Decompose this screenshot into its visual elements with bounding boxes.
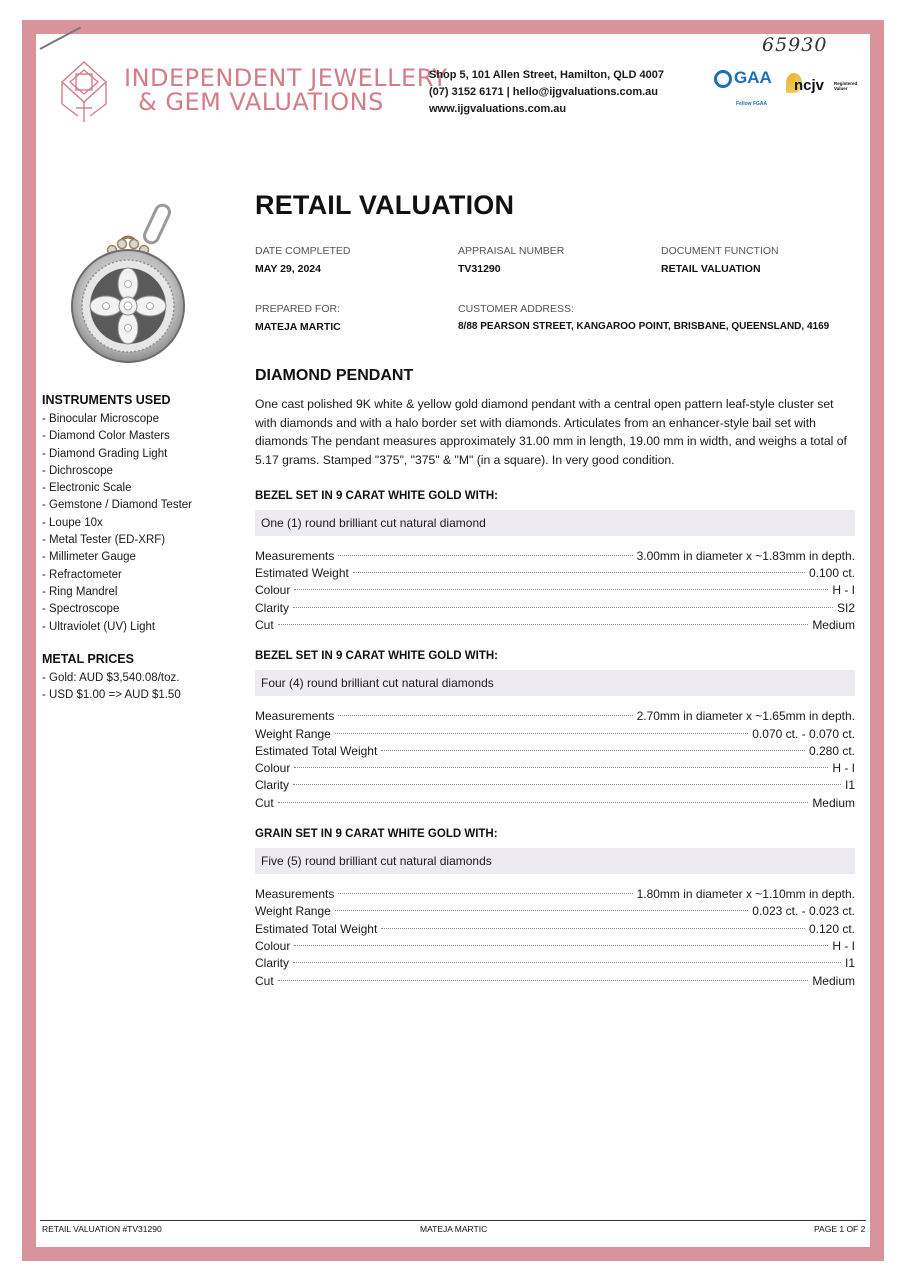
leader-dots: [335, 733, 748, 734]
instruments-heading: INSTRUMENTS USED: [42, 393, 171, 407]
stone-summary: One (1) round brilliant cut natural diamond: [255, 510, 855, 536]
spec-value: Medium: [812, 795, 855, 810]
leader-dots: [278, 624, 809, 625]
spec-value: Medium: [812, 973, 855, 988]
ncjv-logo: [786, 73, 856, 103]
spec-row: [255, 617, 855, 634]
date-label: DATE COMPLETED: [255, 245, 351, 257]
spec-row: [255, 726, 855, 743]
spec-table: [255, 548, 855, 634]
list-item: - Diamond Grading Light: [42, 447, 168, 460]
metal-prices-list: [42, 670, 242, 705]
spec-key: Measurements: [255, 548, 335, 563]
document-title: RETAIL VALUATION: [255, 190, 515, 220]
spec-key: Weight Range: [255, 904, 331, 919]
spec-value: I1: [844, 956, 855, 971]
spec-value: H - I: [832, 761, 855, 776]
spec-row: [255, 565, 855, 582]
list-item: - Refractometer: [42, 568, 122, 581]
spec-row: [255, 955, 855, 972]
list-item: - Gold: AUD $3,540.08/toz.: [42, 671, 180, 684]
spec-value: 3.00mm in diameter x ~1.83mm in depth.: [636, 548, 855, 563]
leader-dots: [338, 893, 632, 894]
leader-dots: [338, 715, 632, 716]
spec-table: [255, 886, 855, 990]
list-item: - Ultraviolet (UV) Light: [42, 620, 156, 633]
gaa-logo: [714, 68, 780, 110]
spec-value: H - I: [832, 938, 855, 953]
ncjv-registered: Registered Valuer: [834, 81, 858, 91]
leader-dots: [293, 607, 833, 608]
footer-divider: [40, 1220, 866, 1221]
address-label: CUSTOMER ADDRESS:: [458, 303, 574, 315]
footer-left: RETAIL VALUATION #TV31290: [42, 1224, 162, 1234]
leader-dots: [294, 767, 828, 768]
spec-value: I1: [844, 778, 855, 793]
footer-page-number: PAGE 1 OF 2: [814, 1224, 866, 1234]
document-meta: [255, 245, 855, 361]
leader-dots: [335, 910, 748, 911]
appraisal-value: TV31290: [458, 263, 501, 275]
leader-dots: [294, 945, 828, 946]
spec-key: Clarity: [255, 778, 290, 793]
left-column: [42, 393, 242, 704]
instruments-list: [42, 411, 242, 636]
spec-value: 0.023 ct. - 0.023 ct.: [752, 904, 855, 919]
spec-row: [255, 743, 855, 760]
section-heading: GRAIN SET IN 9 CARAT WHITE GOLD WITH:: [255, 828, 498, 841]
function-value: RETAIL VALUATION: [661, 263, 761, 275]
leader-dots: [353, 572, 805, 573]
spec-key: Cut: [255, 795, 274, 810]
spec-value: H - I: [832, 583, 855, 598]
handwritten-number: 65930: [762, 34, 828, 56]
leader-dots: [278, 802, 809, 803]
spec-key: Clarity: [255, 600, 290, 615]
spec-value: 1.80mm in diameter x ~1.10mm in depth.: [636, 887, 855, 902]
spec-value: 2.70mm in diameter x ~1.65mm in depth.: [636, 709, 855, 724]
gaa-logo-text: GAA: [734, 68, 772, 87]
spec-key: Cut: [255, 618, 274, 632]
date-completed: [255, 245, 350, 275]
spec-key: Estimated Total Weight: [255, 921, 378, 936]
list-item: - Spectroscope: [42, 603, 120, 616]
brand-name: [124, 66, 448, 114]
appraisal-label: APPRAISAL NUMBER: [458, 245, 565, 257]
list-item: - Millimeter Gauge: [42, 551, 136, 564]
shop-address: Shop 5, 101 Allen Street, Hamilton, QLD 4007: [429, 69, 664, 81]
footer-center: MATEJA MARTIC: [420, 1224, 488, 1234]
spec-key: Measurements: [255, 709, 335, 724]
spec-row: [255, 938, 855, 955]
spec-value: 0.120 ct.: [808, 921, 855, 936]
document-function: [661, 245, 779, 275]
list-item: - USD $1.00 => AUD $1.50: [42, 689, 181, 702]
prepared-label: PREPARED FOR:: [255, 303, 340, 315]
customer-address: [458, 303, 858, 332]
date-value: MAY 29, 2024: [255, 263, 321, 275]
spec-row: [255, 582, 855, 599]
section-heading: BEZEL SET IN 9 CARAT WHITE GOLD WITH:: [255, 650, 498, 663]
list-item: - Dichroscope: [42, 464, 113, 477]
stone-summary: Four (4) round brilliant cut natural diamonds: [255, 670, 855, 696]
spec-value: 0.100 ct.: [808, 566, 855, 581]
spec-row: [255, 777, 855, 794]
spec-key: Weight Range: [255, 726, 331, 741]
pendant-photo: [64, 200, 192, 368]
spec-value: 0.280 ct.: [808, 743, 855, 758]
item-description: One cast polished 9K white & yellow gold diamond pendant with a central open pattern leaf-style cluster set with diamonds and with a halo border set with diamonds. Articulates from an enhancer-style bail set with diamonds The pendant measures approximately 31.00 mm in length, 19.00 mm in width, and weighs a total of 5.17 grams. Stamped "375", "375" & "M" (in a square). In very good condition.: [255, 397, 847, 468]
spec-row: [255, 708, 855, 725]
spec-row: [255, 760, 855, 777]
spec-key: Colour: [255, 583, 291, 598]
spec-value: 0.070 ct. - 0.070 ct.: [752, 726, 855, 741]
metal-prices-heading: METAL PRICES: [42, 651, 134, 666]
brand-line-1: INDEPENDENT JEWELLERY: [124, 64, 448, 92]
spec-key: Colour: [255, 938, 291, 953]
prepared-value: MATEJA MARTIC: [255, 321, 341, 333]
website: www.ijgvaluations.com.au: [429, 103, 567, 115]
prepared-for: [255, 303, 341, 333]
spec-row: [255, 903, 855, 920]
spec-value: SI2: [836, 600, 855, 615]
spec-key: Colour: [255, 761, 291, 776]
spec-row: [255, 795, 855, 812]
ncjv-logo-text: ncjv: [794, 77, 825, 94]
leader-dots: [338, 555, 632, 556]
leader-dots: [294, 589, 828, 590]
leader-dots: [381, 750, 805, 751]
leader-dots: [381, 928, 805, 929]
leader-dots: [293, 962, 841, 963]
function-label: DOCUMENT FUNCTION: [661, 245, 779, 257]
brand-logo-icon: [58, 60, 110, 124]
list-item: - Diamond Color Masters: [42, 430, 170, 443]
list-item: - Metal Tester (ED-XRF): [42, 534, 166, 547]
spec-value: Medium: [812, 618, 855, 632]
appraisal-number: [458, 245, 564, 275]
spec-key: Cut: [255, 973, 274, 988]
leader-dots: [293, 784, 841, 785]
list-item: - Electronic Scale: [42, 482, 132, 495]
brand-line-2: & GEM VALUATIONS: [138, 88, 384, 116]
stone-summary: Five (5) round brilliant cut natural diamonds: [255, 848, 855, 874]
spec-table: [255, 708, 855, 812]
gaa-fellow: Fellow FGAA: [736, 101, 768, 107]
phone-email: (07) 3152 6171 | hello@ijgvaluations.com.au: [429, 86, 659, 98]
list-item: - Ring Mandrel: [42, 585, 118, 598]
spec-row: [255, 921, 855, 938]
spec-key: Estimated Weight: [255, 566, 349, 581]
section-heading: BEZEL SET IN 9 CARAT WHITE GOLD WITH:: [255, 489, 498, 502]
gaa-globe-icon: [714, 70, 732, 88]
address-value: 8/88 PEARSON STREET, KANGAROO POINT, BRISBANE, QUEENSLAND, 4169: [458, 321, 830, 332]
list-item: - Loupe 10x: [42, 516, 103, 529]
item-title: DIAMOND PENDANT: [255, 367, 414, 384]
leader-dots: [278, 980, 809, 981]
spec-key: Estimated Total Weight: [255, 743, 378, 758]
list-item: - Gemstone / Diamond Tester: [42, 499, 192, 512]
contact-block: [429, 67, 664, 118]
spec-key: Measurements: [255, 887, 335, 902]
list-item: - Binocular Microscope: [42, 413, 159, 425]
spec-row: [255, 600, 855, 617]
spec-row: [255, 886, 855, 903]
spec-key: Clarity: [255, 956, 290, 971]
spec-row: [255, 548, 855, 565]
main-content: [255, 190, 855, 990]
spec-row: [255, 973, 855, 990]
